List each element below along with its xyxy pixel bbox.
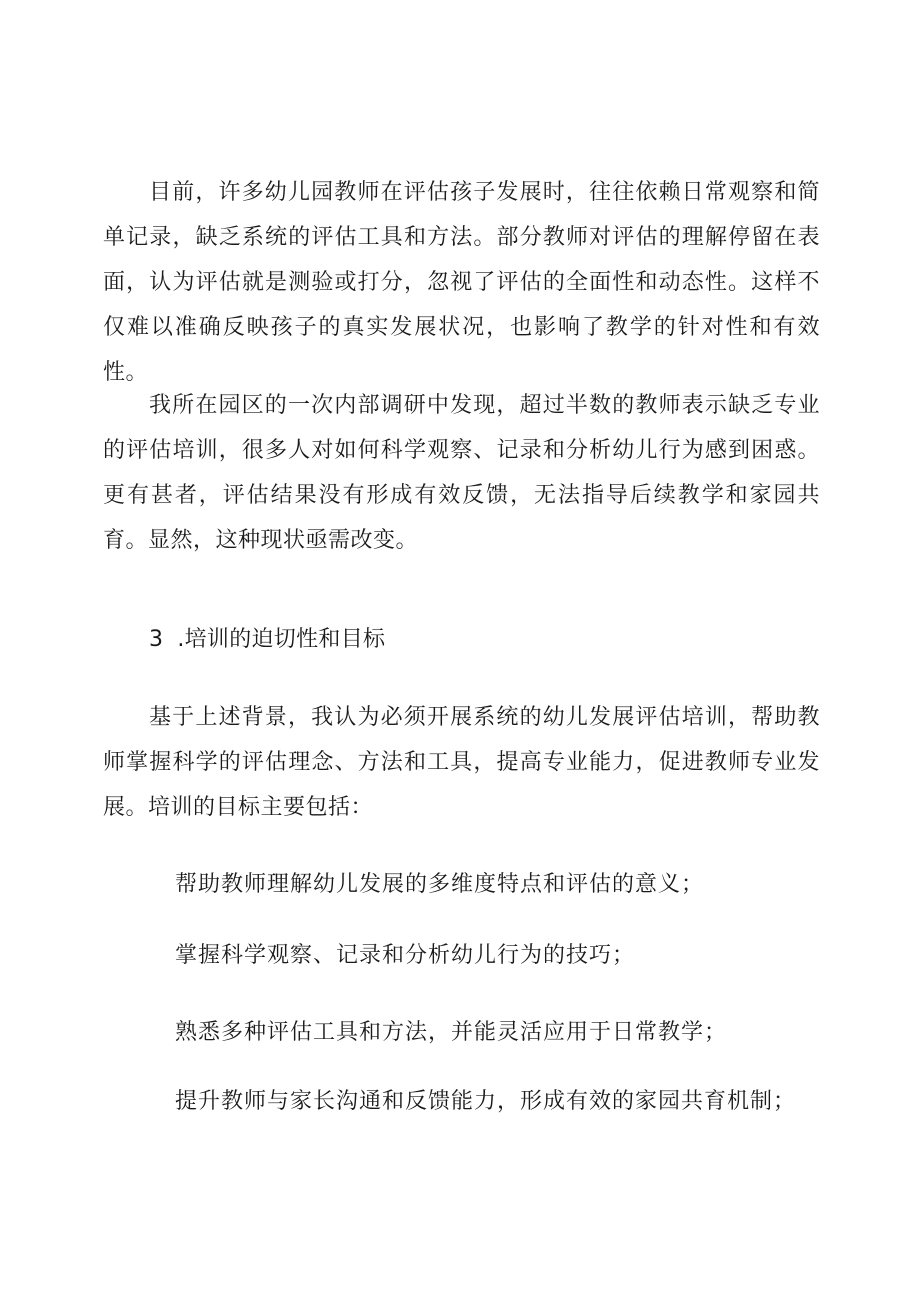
paragraph-current-situation: 目前，许多幼儿园教师在评估孩子发展时，往往依赖日常观察和简单记录，缺乏系统的评估工具和方法。部分教师对评估的理解停留在表面，认为评估就是测验或打分，忽视了评估的全面性和动态性。这样不仅难以准确反映孩子的真实发展状况，也影响了教学的针对性和有效性。 <box>103 180 820 385</box>
section-title: .培训的迫切性和目标 <box>177 627 386 652</box>
goal-item: 熟悉多种评估工具和方法，并能灵活应用于日常教学； <box>175 1020 728 1045</box>
goal-item: 帮助教师理解幼儿发展的多维度特点和评估的意义； <box>175 872 705 897</box>
goal-item: 提升教师与家长沟通和反馈能力，形成有效的家园共育机制； <box>175 1089 797 1114</box>
section-heading <box>149 617 385 662</box>
goal-item: 掌握科学观察、记录和分析幼儿行为的技巧； <box>175 943 636 968</box>
section-number: 3 <box>149 627 164 652</box>
paragraph-training-background: 基于上述背景，我认为必须开展系统的幼儿发展评估培训，帮助教师掌握科学的评估理念、方法和工具，提高专业能力，促进教师专业发展。培训的目标主要包括： <box>103 705 820 820</box>
paragraph-survey-findings: 我所在园区的一次内部调研中发现，超过半数的教师表示缺乏专业的评估培训，很多人对如何科学观察、记录和分析幼儿行为感到困惑。更有甚者，评估结果没有形成有效反馈，无法指导后续教学和家园共育。显然，这种现状亟需改变。 <box>103 393 820 553</box>
